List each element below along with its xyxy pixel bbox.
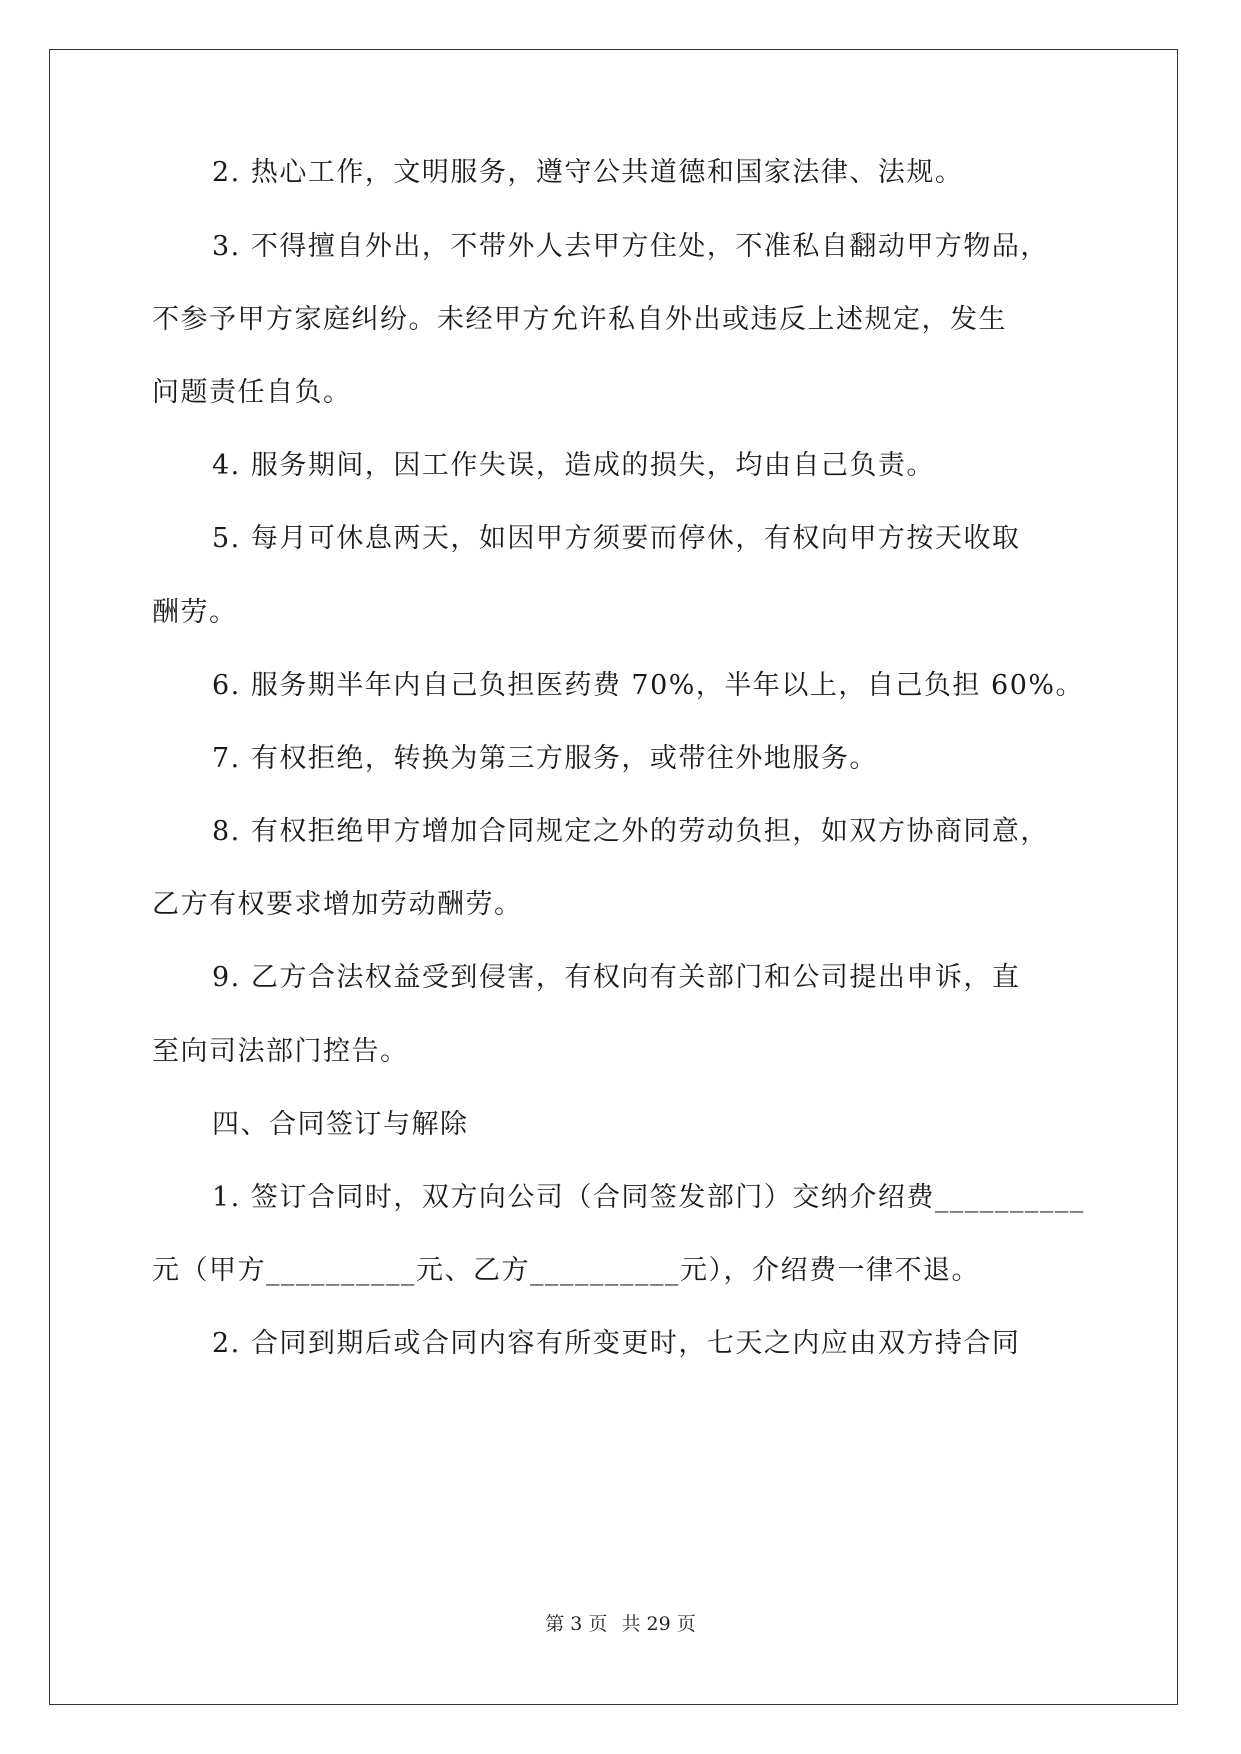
paragraph-line: 1. 签订合同时，双方向公司（合同签发部门）交纳介绍费__________ [212,1182,1085,1213]
paragraph-line: 6. 服务期半年内自己负担医药费 70%，半年以上，自己负担 60%。 [212,670,1085,701]
total-pages: 共 29 页 [621,1613,696,1635]
paragraph-line: 至向司法部门控告。 [152,1036,409,1067]
page-number: 第 3 页 [545,1613,608,1635]
paragraph-line: 2. 合同到期后或合同内容有所变更时，七天之内应由双方持合同 [212,1328,1021,1359]
paragraph-line: 乙方有权要求增加劳动酬劳。 [152,889,523,920]
paragraph-line: 4. 服务期间，因工作失误，造成的损失，均由自己负责。 [212,450,935,481]
paragraph-line: 问题责任自负。 [152,377,352,408]
paragraph-line: 2. 热心工作，文明服务，遵守公共道德和国家法律、法规。 [212,157,964,188]
paragraph-line: 7. 有权拒绝，转换为第三方服务，或带往外地服务。 [212,743,878,774]
paragraph-line: 3. 不得擅自外出，不带外人去甲方住处，不准私自翻动甲方物品， [212,231,1049,262]
page-border [49,49,1178,1705]
paragraph-line: 9. 乙方合法权益受到侵害，有权向有关部门和公司提出申诉，直 [212,962,1021,993]
page-footer [0,1611,1241,1637]
paragraph-line: 不参予甲方家庭纠纷。未经甲方允许私自外出或违反上述规定，发生 [152,304,1007,335]
paragraph-line: 5. 每月可休息两天，如因甲方须要而停休，有权向甲方按天收取 [212,523,1021,554]
paragraph-line: 酬劳。 [152,597,238,628]
paragraph-line: 8. 有权拒绝甲方增加合同规定之外的劳动负担，如双方协商同意， [212,816,1049,847]
section-heading: 四、合同签订与解除 [212,1109,469,1140]
paragraph-line: 元（甲方__________元、乙方__________元），介绍费一律不退。 [152,1255,980,1286]
